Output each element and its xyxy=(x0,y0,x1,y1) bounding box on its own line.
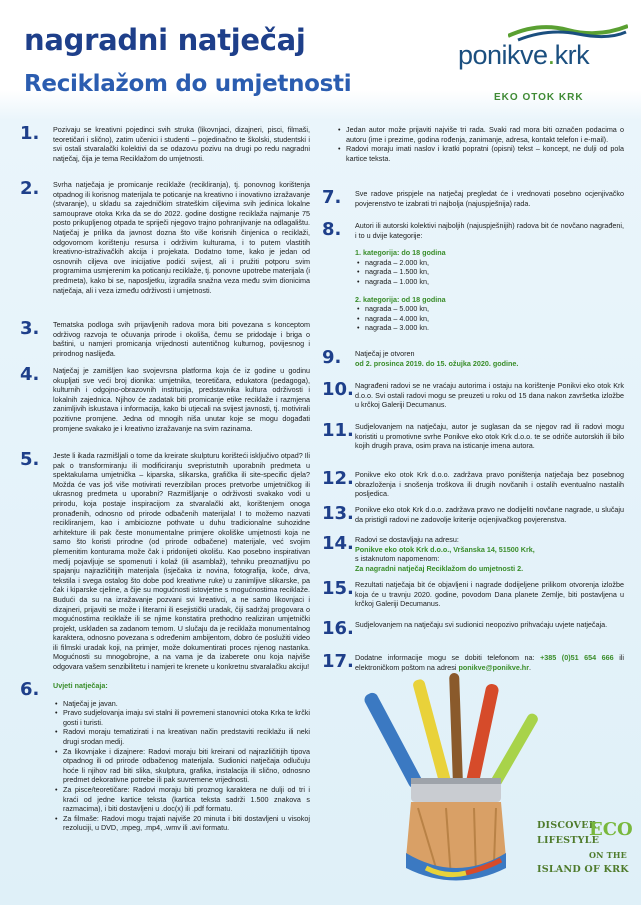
item-text: Sudjelovanjem na natječaju, autor je suglasan da se njegov rad ili radovi mogu koristiti u promotivne svrhe Ponikve eko otok Krk d.o.o. te se odriče autorskih ili bilo kojih drugih prava, osim prava na isticanje imena autora. xyxy=(355,422,624,451)
item-text: Tematska podloga svih prijavljenih radova mora biti povezana s konceptom održivog razvoja te očuvanja prirode i okoliša, čemu se pridodaje i briga o baštini, u namjeri promicanja vrijednosti autentičnog kulturnog, povijesnog i prirodnog naslijeđa. xyxy=(53,320,310,358)
list-item: • Radovi moraju imati naslov i kratki popratni (opisni) tekst – koncept, ne dulji od pola kartice teksta. xyxy=(336,144,624,163)
list-item: • Radovi moraju tematizirati i na kreativan način predstaviti reciklažu ili neki drugi srodan medij. xyxy=(53,727,310,746)
list-item: • Za likovnjake i dizajnere: Radovi moraju biti kreirani od najrazličitijih tipova otpadnog ili od prirode odbačenog materijala. Sudionici natječaja odlučuju hoće li njihov rad biti slika, skulptura, grafika, instalacija ili slično, odnosno predmet dekorativne potrebe ili pak suvremene vrijednosti. xyxy=(53,747,310,785)
item-number: 8. xyxy=(322,219,342,240)
stamp-line-4: ISLAND OF KRK xyxy=(537,864,629,875)
item-text xyxy=(355,535,624,573)
item-text: Rezultati natječaja bit će objavljeni i nagrade dodijeljene prilikom otvorenja izložbe koja će u travnju 2020. godine, povodom Dana planete Zemlje, biti postavljena u krčkoj Galeriji Decumanus. xyxy=(355,580,624,609)
item-text xyxy=(355,349,624,368)
prize-item: • nagrada – 4.000 kn, xyxy=(355,314,624,324)
item-text: Jeste li ikada razmišljali o tome da kreirate skulpturu korišteći isključivo otpad? Ili pak o transformiranju ili modificiranju svepristutnih uporabnih predmeta u spektakularna umjetnička – kiparska, slikarska, grafička ili site-specific djela? Možda će vas još više motivirati reverzibilan proces pretvorbe umjetničkog ili ukrasnog predmeta u uporabni? Razmišljanje o održivosti svakako vodi u prirodu, koja postaje inspiracijom za stvaralački akt, korištenjem onoga pronađenih, odnosno od prirode odbačenih materijala! I to možemo nazvati recikliranjem, kao i ambiciozne pothvate u duhu tradicionalne suhozidne arhitekture ili pak česte monumentalne primjere okoliške umjetnosti koja ne samo što koristi prirodne (od prirode odbačene) materijale, već svojim plemenitim konturama može čak i pridonijeti okolišu. Kao posebno inspirativan medij pojavljuje se spomenuti i kolaž (ili asamblaž), tehniku preoznatljivu po spajanju najrazličitijih materijala (isječaka iz novina, fotografija, koče, drva, tekstila i svega ostalog što dobe pod kreativne ruke) u zanimljive slikarske, pa čak i kiparske cjeline, a čije su mogućnosti istovjetne s mogućnostima reciklaže. Budući da su na izražavanje pozvani svi kreativci, a ne samo likovnjaci i dizajneri, prijaviti se može i literarni ili esejistički uradak, čiji sadržaj progovara o mogućnostima reciklaže ili se njime konstatira prethodno realiziran umjetnički projekt, uskladen sa zadanom temom. U slučaju da je reciklaža monumentalnog karaktera, odnosno povezana s određenim ambijentom, dobro će poslužiti video ili filmski uradak koji, na primjer, može dokumentirati proces njenog nastanka. Mogućnosti su mnogobrojne, a na vama je da izaberete onu koja najviše odgovara vašem senzibilitetu i namjeri te krenete u konkretnu stvaralačku akciju! xyxy=(53,451,310,672)
item-text: Pozivaju se kreativni pojedinci svih struka (likovnjaci, dizajneri, pisci, filmaši, teoretičari i slično), zatim učenici i studenti – pojedinačno te školski, studentski i svi ostali stvaralački kolektivi da se odazovu pozivu na drugi po redu nagradni natječaj, čija je tema Reciklažom do umjetnosti. xyxy=(53,125,310,163)
item-number: 9. xyxy=(322,347,342,368)
prize-item: • nagrada – 1.500 kn, xyxy=(355,267,624,277)
stamp-line-3: ON THE xyxy=(589,850,627,860)
contact-email-link[interactable]: ponikve@ponikve.hr xyxy=(458,662,529,672)
address-note: s istaknutom napomenom: xyxy=(355,554,440,564)
item-number: 4. xyxy=(20,364,40,385)
category-2-prizes xyxy=(355,304,624,333)
item-text: Ponikve eko otok Krk d.o.o. zadržava pravo poništenja natječaja bez posebnog obrazloženja i snošenja troškova ili drugih novčanih i ostalih eventualno nastalih posljedica. xyxy=(355,470,624,499)
list-item: • Za pisce/teoretičare: Radovi moraju biti proznog karaktera ne dulji od tri i kraći od jedne kartice teksta (kartica teksta sadrži 1.500 znakova s razmacima), i biti dostavljeni u .doc(x) ili .pdf formatu. xyxy=(53,785,310,814)
item-text: Sudjelovanjem na natječaju svi sudionici neopozivo prihvaćaju uvjete natječaja. xyxy=(355,620,608,629)
item-number: 3. xyxy=(20,318,40,339)
list-item: • Natječaj je javan. xyxy=(53,699,310,709)
item-number: 7. xyxy=(322,187,342,208)
open-dates: od 2. prosinca 2019. do 15. ožujka 2020. godine. xyxy=(355,358,519,368)
ponikve-logo xyxy=(458,22,628,108)
paint-brushes-illustration xyxy=(356,668,561,893)
item-number: 2. xyxy=(20,178,40,199)
item-number: 13. xyxy=(322,503,354,524)
page-title: nagradni natječaj xyxy=(24,23,306,57)
item-number: 5. xyxy=(20,449,40,470)
stamp-line-1: DISCOVER xyxy=(537,820,597,831)
address-note-highlight: Za nagradni natječaj Reciklažom do umjetnosti 2. xyxy=(355,563,524,573)
item-number: 12. xyxy=(322,468,354,489)
address: Ponikve eko otok Krk d.o.o., Vršanska 14, 51500 Krk, xyxy=(355,544,535,554)
item-text: Natječaj je zamišljen kao svojevrsna platforma koja će iz godine u godinu okupljati sve veći broj dionika: umjetnika, teoretičara, edukatora (pedagoga), kulturnih i odgojno-obrazovnih institucija, predstavnika kultura održivosti i lokalnih zajednica. Njihov će zadatak biti promicanje etike reciklaže i razmjena zanimljivih iskustava i informacija, kako bi utjecali na svijest javnosti, tj. motivirali pozitivne promjene. Jedna od mnogih niša unutar koje se mogu događati promjene svakako je i kreativno izražavanje na svim razinama. xyxy=(53,366,310,433)
prize-item: • nagrada – 2.000 kn, xyxy=(355,258,624,268)
prize-intro: Autori ili autorski kolektivi najboljih (najuspješnijih) radova bit će novčano nagrađeni, i to u dvije kategorije: xyxy=(355,221,624,240)
stamp-eco: ECO xyxy=(589,819,633,840)
item-1 xyxy=(20,125,310,170)
category-1-prizes xyxy=(355,258,624,287)
conditions-list xyxy=(53,699,310,833)
list-item: • Za filmaše: Radovi mogu trajati najviše 20 minuta i biti dostavljeni u visokoj rezoluciji, u DVD, .mpeg, .mp4, .wmv ili .avi formatu. xyxy=(53,814,310,833)
item-text xyxy=(355,221,624,333)
open-text: Natječaj je otvoren xyxy=(355,349,415,358)
item-number: 1. xyxy=(20,123,40,144)
discover-eco-stamp xyxy=(537,821,633,881)
item-text: Dodatne informacije mogu se dobiti telefonom na: +385 (0)51 654 666 ili elektroničkom poštom na adresi ponikve@ponikve.hr. xyxy=(355,653,624,672)
address-intro: Radovi se dostavljaju na adresu: xyxy=(355,535,459,544)
prize-item: • nagrada – 3.000 kn. xyxy=(355,323,624,333)
list-item: • Jedan autor može prijaviti najviše tri rada. Svaki rad mora biti označen podacima o autoru (ime i prezime, godina rođenja, zanimanje, adresa, kontakt telefon i e-mail). xyxy=(336,125,624,144)
category-1-heading: 1. kategorija: do 18 godina xyxy=(355,248,446,258)
item-number: 16. xyxy=(322,618,354,639)
logo-tagline: EKO OTOK KRK xyxy=(494,92,584,103)
prize-item: • nagrada – 1.000 kn, xyxy=(355,277,624,287)
stamp-line-2: LIFESTYLE xyxy=(537,835,600,846)
logo-wordmark: ponikve.krk xyxy=(458,40,590,70)
list-item: • Pravo sudjelovanja imaju svi stalni ili povremeni stanovnici otoka Krka te krčki gosti i turisti. xyxy=(53,708,310,727)
contact-phone[interactable]: +385 (0)51 654 666 xyxy=(540,653,614,662)
item-text xyxy=(53,681,310,833)
page-subtitle: Reciklažom do umjetnosti xyxy=(24,71,352,97)
conditions-list-continued xyxy=(336,125,624,163)
item-number: 11. xyxy=(322,420,354,441)
category-2-heading: 2. kategorija: od 18 godina xyxy=(355,294,446,304)
item-text: Ponikve eko otok Krk d.o.o. zadržava pravo ne dodijeliti novčane nagrade, u slučaju da pristigli radovi ne zadovolje kriterije ocjenjivačkog povjerenstva. xyxy=(355,505,624,524)
item-number: 6. xyxy=(20,679,40,700)
item-number: 10. xyxy=(322,379,354,400)
prize-item: • nagrada – 5.000 kn, xyxy=(355,304,624,314)
item-number: 17. xyxy=(322,651,354,672)
item-text: Svrha natječaja je promicanje reciklaže (recikliranja), tj. ponovnog korištenja otpadnog ili korisnog materijala te poticanje na kreativno i inovativno izražavanje (stvaranje), u skladu sa zajedničkim strateškim ciljevima svih jedinica lokalne samouprave otoka Krka da se do 2022. godine dostigne reciklaža najmanje 75 posto prikupljenog otpada te spriječi njegovo trajno pohranjivanje na odlagalištu. Natječaj je prilika da javnost dozna što više korisnih činjenica o reciklaži, odgovornom korištenju resursa i održivim kulturama, i to putem vlastitih kreativno-istraživačkih akcija i projekata. Dodatno tome, kako je jedan od osnovnih ciljeva ove inicijative podići svijest, ali i pružiti potporu svim programima usmjerenim ka poticanju reciklaže, tj. ponovne upotrebe materijala (i predmeta), kako bi se, naposljetku, izgradila snažna veza među svim dionicima natječaja, ali i veza između održivosti i umjetnosti. xyxy=(53,180,310,295)
item-number: 15. xyxy=(322,578,354,599)
conditions-heading: Uvjeti natječaja: xyxy=(53,681,108,690)
item-text: Nagrađeni radovi se ne vraćaju autorima i ostaju na korištenje Ponikvi eko otok Krk d.o.o. Svi ostali radovi mogu se preuzeti u roku od 15 dana nakon završetka izložbe u krčkoj Galeriji Decumanus. xyxy=(355,381,624,410)
item-text: Sve radove prispjele na natječaj pregledat će i vrednovati posebno ocjenjivačko povjerenstvo te izabrati tri najbolja (najuspješnija) rada. xyxy=(355,189,624,208)
item-number: 14. xyxy=(322,533,354,554)
